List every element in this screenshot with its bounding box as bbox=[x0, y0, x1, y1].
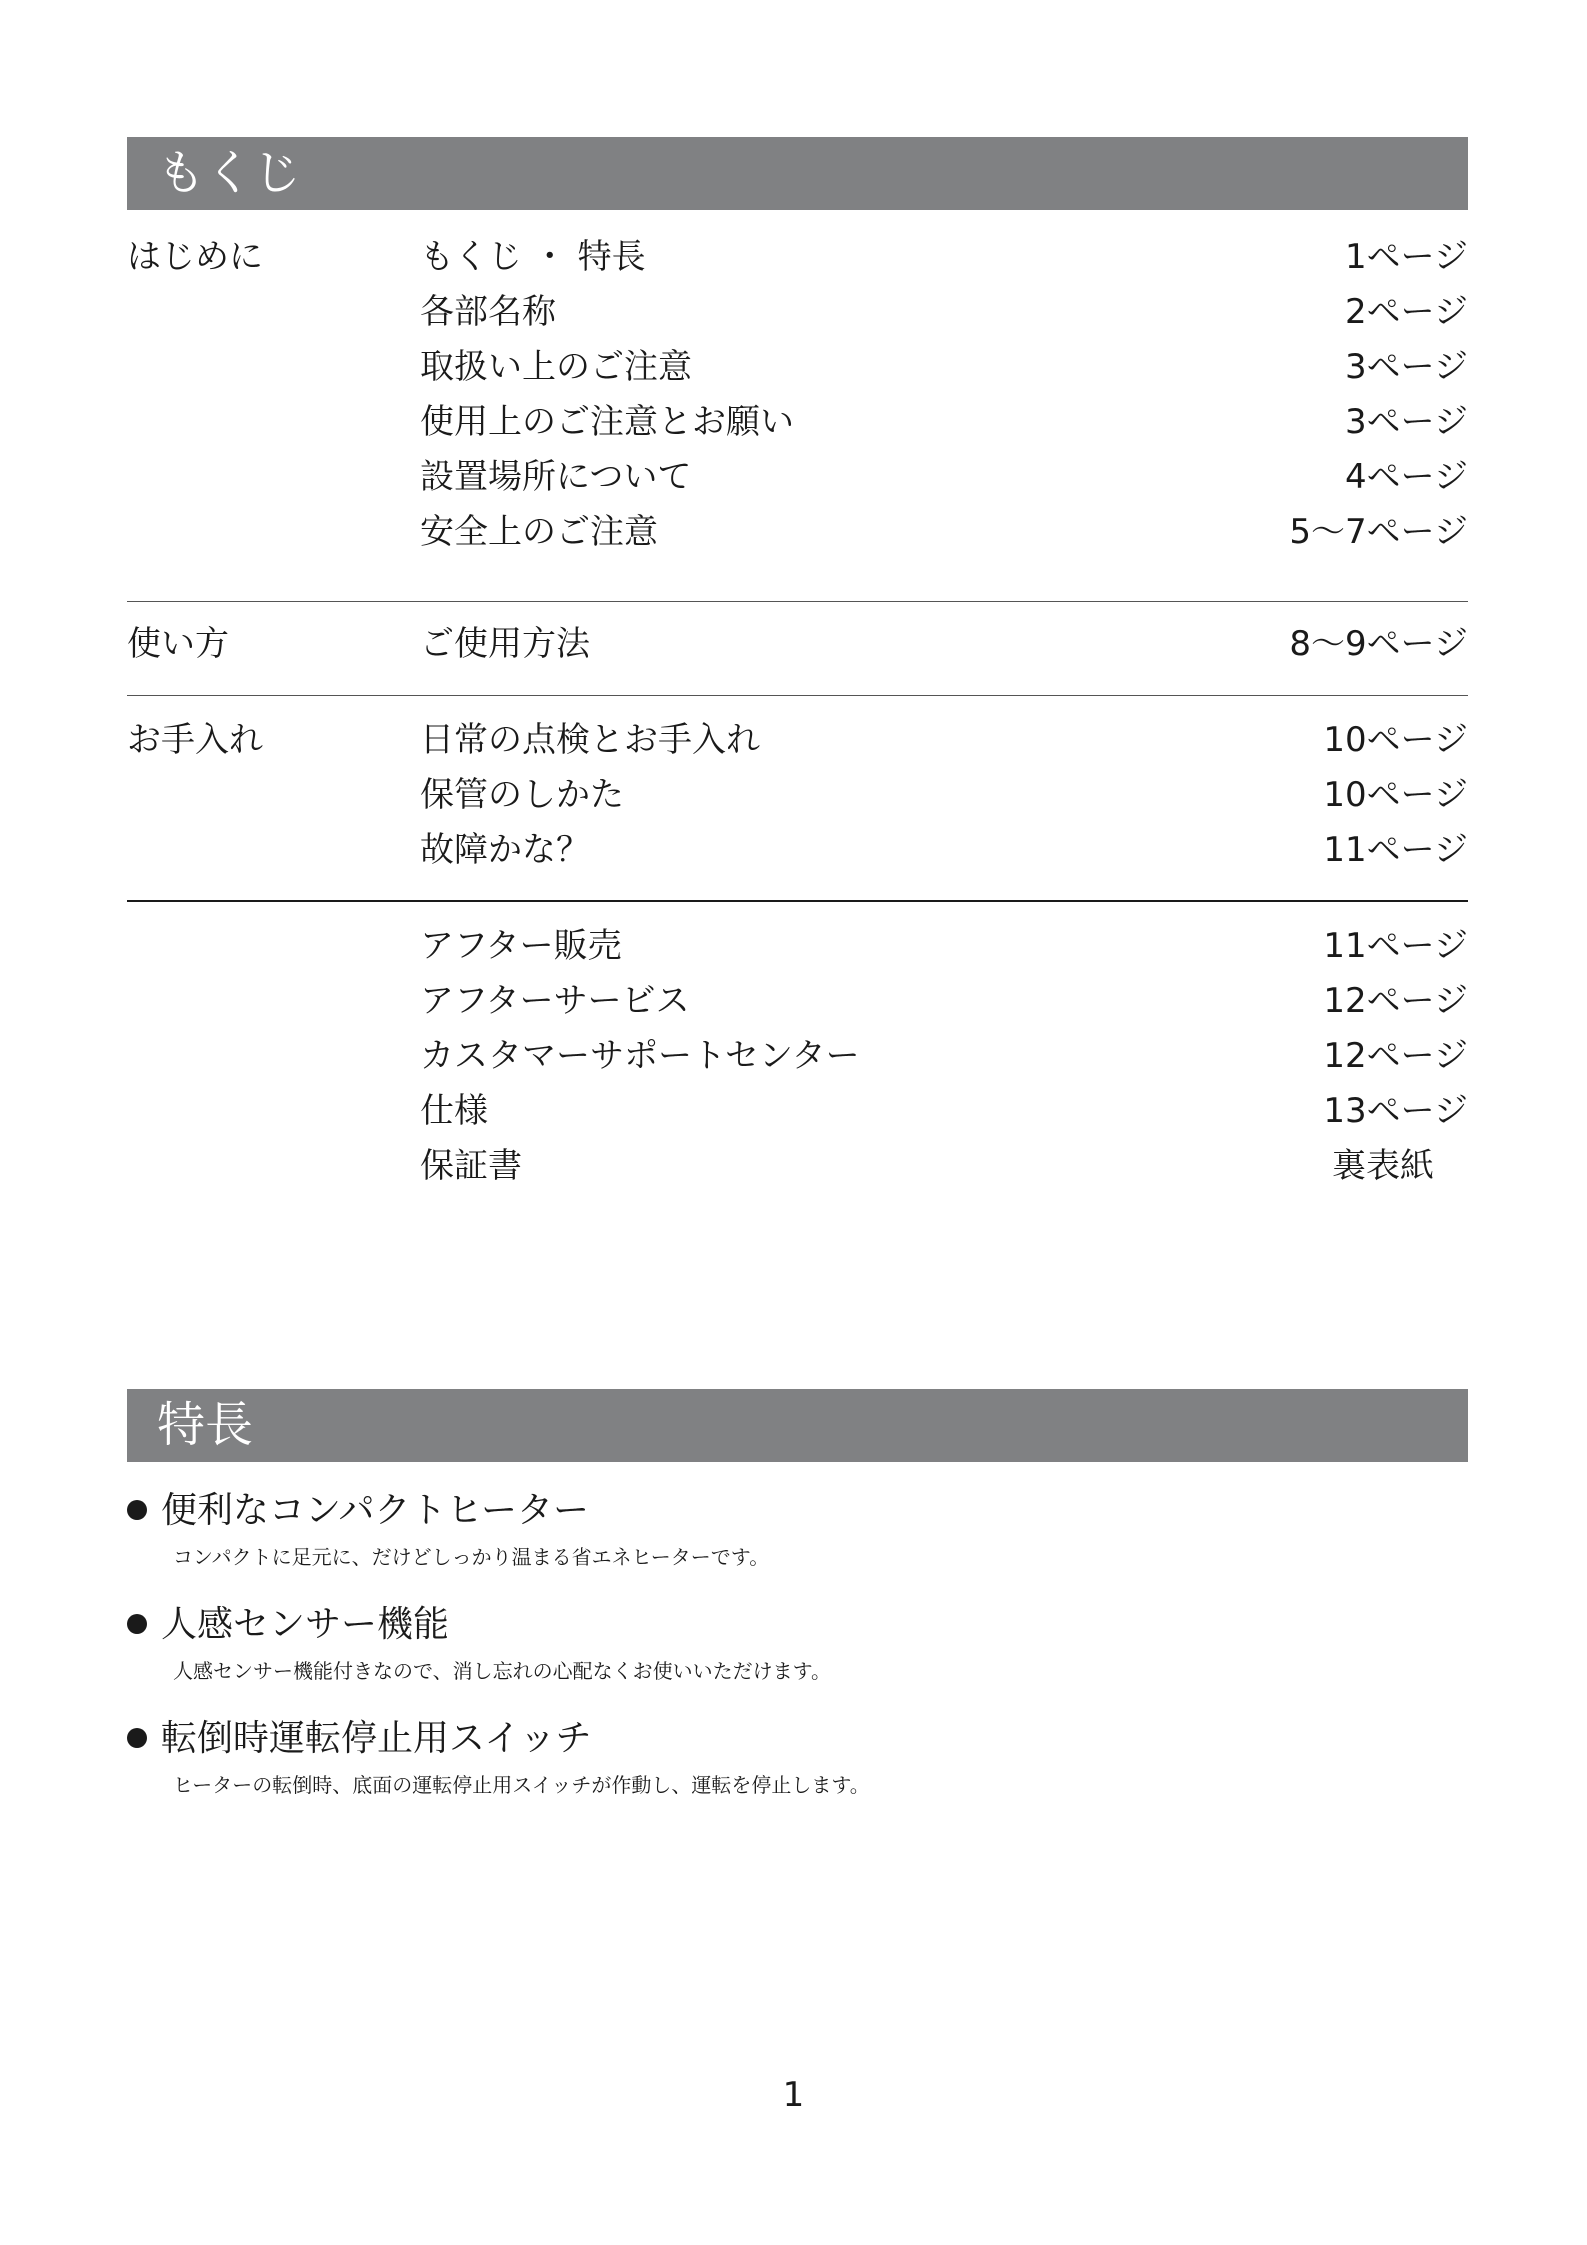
toc-group-oteire bbox=[127, 713, 1468, 878]
toc-entry-page: 12ページ bbox=[1323, 981, 1468, 1021]
toc-entry[interactable] bbox=[127, 395, 1468, 450]
toc-entry-page: 3ページ bbox=[1345, 347, 1468, 387]
toc-group-label: はじめに bbox=[127, 237, 263, 277]
toc-entry[interactable] bbox=[127, 505, 1468, 560]
divider bbox=[127, 900, 1468, 902]
feature-title: 転倒時運転停止用スイッチ bbox=[161, 1718, 592, 1759]
toc-group-label: 使い方 bbox=[127, 624, 229, 664]
toc-entry-title: 使用上のご注意とお願い bbox=[420, 402, 794, 442]
toc-entry-title: カスタマーサポートセンター bbox=[420, 1036, 860, 1076]
divider bbox=[127, 695, 1468, 696]
toc-entry[interactable] bbox=[127, 340, 1468, 395]
feature-title: 便利なコンパクトヒーター bbox=[161, 1490, 590, 1531]
toc-entry-page: 10ページ bbox=[1323, 720, 1468, 760]
page-number: 1 bbox=[782, 2075, 805, 2115]
toc-entry[interactable] bbox=[127, 285, 1468, 340]
toc-entry[interactable] bbox=[127, 1139, 1468, 1194]
toc-entry-page: 5～7ページ bbox=[1289, 512, 1468, 552]
toc-entry[interactable] bbox=[127, 919, 1468, 974]
feature-item bbox=[127, 1714, 1468, 1800]
bullet-icon bbox=[127, 1728, 147, 1748]
toc-entry-title: アフター販売 bbox=[420, 926, 622, 966]
feature-heading bbox=[127, 1486, 1468, 1536]
toc-entry-page: 3ページ bbox=[1345, 402, 1468, 442]
toc-entry-page: 2ページ bbox=[1345, 292, 1468, 332]
toc-entry[interactable] bbox=[127, 1029, 1468, 1084]
toc-entry-title: 故障かな？ bbox=[420, 830, 590, 870]
toc-entry[interactable] bbox=[127, 713, 1468, 768]
toc-group-other bbox=[127, 919, 1468, 1194]
toc-group-label: お手入れ bbox=[127, 720, 263, 760]
toc-entry[interactable] bbox=[127, 450, 1468, 505]
toc-entry-page: 4ページ bbox=[1345, 457, 1468, 497]
feature-item bbox=[127, 1486, 1468, 1572]
toc-entry-title: 保管のしかた bbox=[420, 775, 624, 815]
toc-entry-page: 13ページ bbox=[1323, 1091, 1468, 1131]
toc-entry-title: ご使用方法 bbox=[420, 624, 590, 664]
toc-entry-title: 各部名称 bbox=[420, 292, 556, 332]
toc-entry-page: 11ページ bbox=[1323, 830, 1468, 870]
toc-entry-page: 10ページ bbox=[1323, 775, 1468, 815]
feature-item bbox=[127, 1600, 1468, 1686]
toc-entry-page: 11ページ bbox=[1323, 926, 1468, 966]
feature-description: 人感センサー機能付きなので、消し忘れの心配なくお使いいただけます。 bbox=[173, 1659, 831, 1683]
toc-entry[interactable] bbox=[127, 768, 1468, 823]
bullet-icon bbox=[127, 1614, 147, 1634]
toc-entry-title: もくじ ・ 特長 bbox=[420, 237, 646, 277]
toc-entry-page: 12ページ bbox=[1323, 1036, 1468, 1076]
toc-entry-title: 取扱い上のご注意 bbox=[420, 347, 692, 387]
bullet-icon bbox=[127, 1500, 147, 1520]
toc-entry[interactable] bbox=[127, 974, 1468, 1029]
toc-entry-title: 安全上のご注意 bbox=[420, 512, 658, 552]
toc-entry-title: アフターサービス bbox=[420, 981, 690, 1021]
features-header: 特長 bbox=[127, 1389, 1468, 1462]
toc-entry[interactable] bbox=[127, 230, 1468, 285]
feature-heading bbox=[127, 1714, 1468, 1764]
toc-entry-title: 日常の点検とお手入れ bbox=[420, 720, 760, 760]
toc-entry[interactable] bbox=[127, 617, 1468, 672]
toc-entry-page: 8～9ページ bbox=[1289, 624, 1468, 664]
toc-entry-page: 裏表紙 bbox=[1332, 1146, 1434, 1186]
toc-entry[interactable] bbox=[127, 823, 1468, 878]
toc-entry-page: 1ページ bbox=[1345, 237, 1468, 277]
feature-heading bbox=[127, 1600, 1468, 1650]
toc-entry[interactable] bbox=[127, 1084, 1468, 1139]
feature-description: コンパクトに足元に、だけどしっかり温まる省エネヒーターです。 bbox=[173, 1545, 770, 1569]
toc-entry-title: 保証書 bbox=[420, 1146, 522, 1186]
toc-header: もくじ bbox=[127, 137, 1468, 210]
feature-description: ヒーターの転倒時、底面の運転停止用スイッチが作動し、運転を停止します。 bbox=[173, 1773, 870, 1797]
toc-group-tsukaikata bbox=[127, 617, 1468, 672]
feature-title: 人感センサー機能 bbox=[161, 1604, 450, 1645]
divider bbox=[127, 601, 1468, 602]
toc-group-hajimeni bbox=[127, 230, 1468, 560]
toc-entry-title: 設置場所について bbox=[420, 457, 692, 497]
toc-entry-title: 仕様 bbox=[420, 1091, 488, 1131]
